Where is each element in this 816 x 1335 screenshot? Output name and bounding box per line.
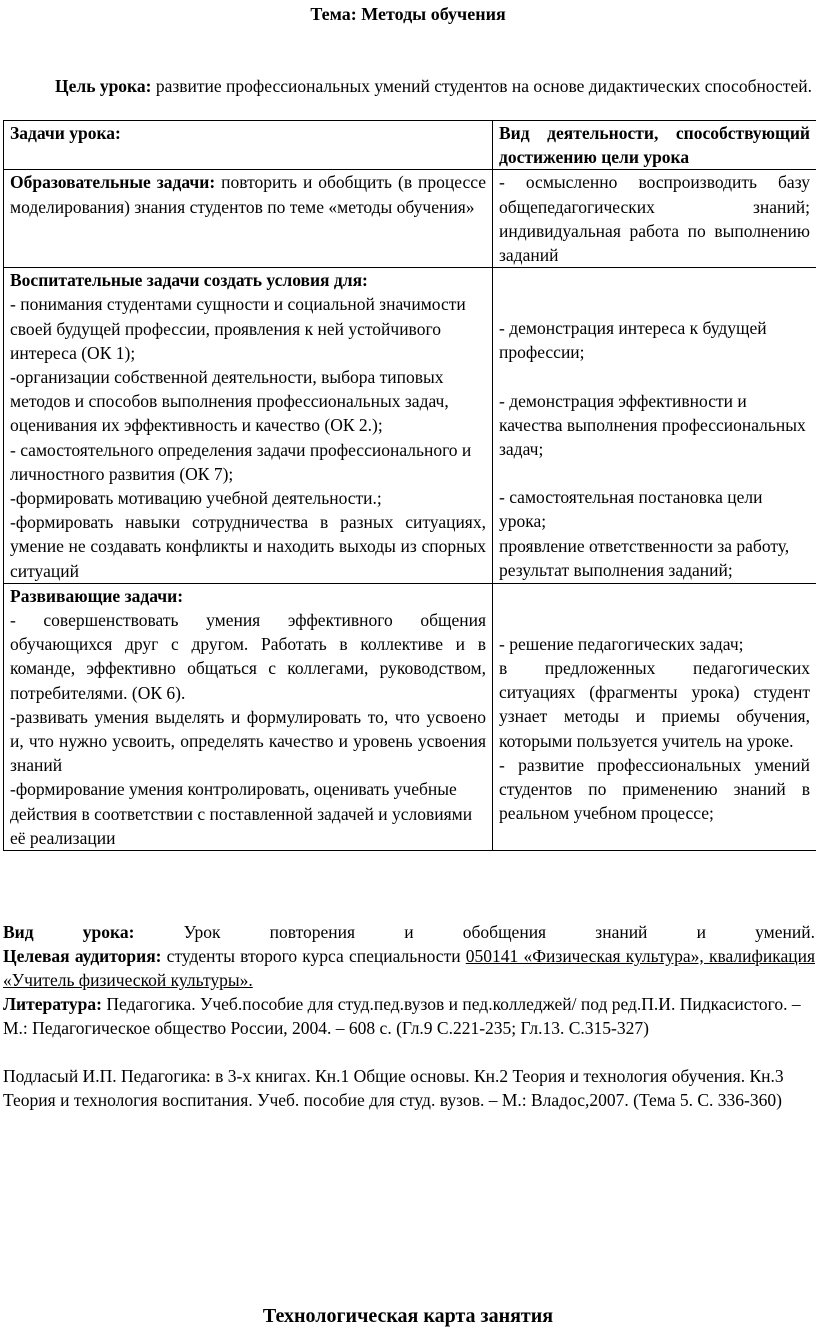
upbringing-activity-cell xyxy=(493,268,816,584)
list-item: -формирование умения контролировать, оценивать учебные действия в соответствии с поставленной задачей и условиями её реализации xyxy=(10,779,473,848)
educational-activity-cell xyxy=(493,170,816,268)
list-item: проявление ответственности за работу, результат выполнения заданий; xyxy=(499,535,790,580)
developing-activity-cell xyxy=(493,583,816,850)
header-activity: Вид деятельности, способствующий достижению цели урока xyxy=(493,121,816,170)
lesson-details xyxy=(3,920,815,1112)
specialty-link: 050141 «Физическая культура», квалификация «Учитель физической культуры». xyxy=(3,946,816,990)
goal-label: Цель урока: xyxy=(55,76,152,96)
audience-text: студенты второго курса специальности xyxy=(161,946,466,966)
list-item: -формировать навыки сотрудничества в разных ситуациях, умение не создавать конфликты и находить выходы из спорных ситуаций xyxy=(10,512,486,581)
literature xyxy=(3,992,815,1040)
lesson-type-label: Вид урока: xyxy=(3,922,135,942)
lesson-type xyxy=(3,920,815,944)
table-row-developing xyxy=(4,583,816,850)
lesson-goal xyxy=(3,74,813,98)
list-item: - совершенствовать умения эффективного общения обучающихся друг с другом. Работать в коллективе и в команде, эффективно общаться с коллегами, руководством, потребителями. (ОК 6). xyxy=(10,610,486,703)
list-item: - самостоятельного определения задачи профессионального и личностного развития (ОК 7); xyxy=(10,439,472,484)
list-item: - развитие профессиональных умений студентов по применению знаний в реальном учебном процессе; xyxy=(499,754,810,824)
upbringing-tasks-cell xyxy=(4,268,493,584)
table-header-row xyxy=(4,121,816,170)
table-row-educational xyxy=(4,170,816,268)
literature-second: Подласый И.П. Педагогика: в 3-х книгах. Кн.1 Общие основы. Кн.2 Теория и технология обучения. Кн.3 Теория и технология воспитания. Учеб. пособие для студ. вузов. – М.: Владос,2007. (Тема 5. С. 336-360) xyxy=(3,1066,784,1110)
list-item: - демонстрация эффективности и качества выполнения профессиональных задач; xyxy=(499,390,806,460)
audience-label: Целевая аудитория: xyxy=(3,946,162,966)
list-item: - решение педагогических задач; xyxy=(499,633,744,654)
header-tasks: Задачи урока: xyxy=(4,121,493,170)
lesson-tasks-table xyxy=(3,120,816,851)
educational-tasks-text: повторить и обобщить (в процессе моделирования) знания студентов по теме «методы обучения» xyxy=(10,172,486,217)
list-item: -организации собственной деятельности, выбора типовых методов и способов выполнения профессиональных задач, оценивания их эффективность и качество (ОК 2.); xyxy=(10,367,449,436)
upbringing-tasks-label: Воспитательные задачи создать условия для: xyxy=(10,270,368,291)
list-item: в предложенных педагогических ситуациях (фрагменты урока) студент узнает методы и приемы обучения, которыми пользуется учитель на уроке. xyxy=(499,658,810,751)
literature-label: Литература: xyxy=(3,994,102,1014)
list-item: - демонстрация интереса к будущей профессии; xyxy=(499,318,767,363)
list-item: -формировать мотивацию учебной деятельности.; xyxy=(10,488,382,509)
literature-text: Педагогика. Учеб.пособие для студ.пед.вузов и пед.колледжей/ под ред.П.И. Пидкасистого. – М.: Педагогическое общество России, 2004. – 608 с. (Гл.9 С.221-235; Гл.13. С.315-327) xyxy=(3,994,801,1038)
page-title: Тема: Методы обучения xyxy=(310,4,506,24)
lesson-type-text: Урок повторения и обобщения знаний и умений. xyxy=(134,922,815,942)
list-item: - самостоятельная постановка цели урока; xyxy=(499,487,763,532)
list-item: - понимания студентами сущности и социальной значимости своей будущей профессии, проявления к ней устойчивого интереса (ОК 1); xyxy=(10,294,466,363)
list-item: -развивать умения выделять и формулировать то, что усвоено и, что нужно усвоить, определять качество и уровень усвоения знаний xyxy=(10,706,486,776)
goal-text: развитие профессиональных умений студентов на основе дидактических способностей. xyxy=(151,76,812,96)
target-audience xyxy=(3,944,815,992)
educational-tasks-cell xyxy=(4,170,493,268)
educational-activity-text: - осмысленно воспроизводить базу общепедагогических знаний; индивидуальная работа по выполнению заданий xyxy=(499,172,810,266)
table-row-upbringing xyxy=(4,268,816,584)
educational-tasks-label: Образовательные задачи: xyxy=(10,172,216,193)
developing-tasks-cell xyxy=(4,583,493,850)
section-title: Технологическая карта занятия xyxy=(262,1305,554,1327)
developing-tasks-label: Развивающие задачи: xyxy=(10,585,184,606)
